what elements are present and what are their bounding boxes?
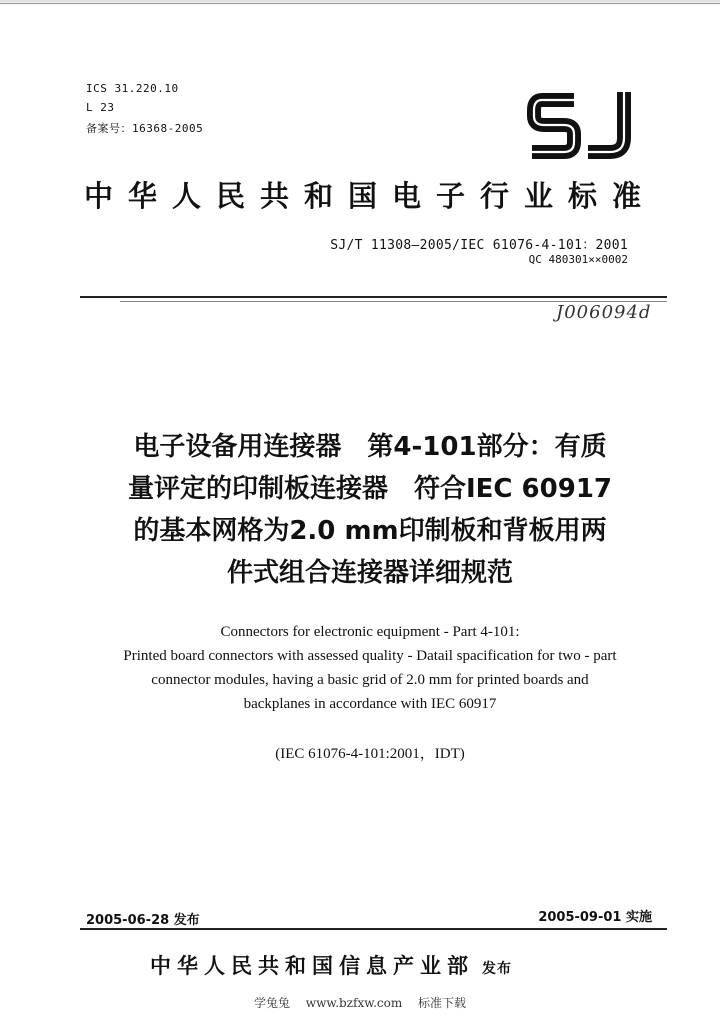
filing-number: 备案号：16368-2005 [86, 122, 204, 135]
publisher-suffix: 发布 [482, 961, 512, 977]
qc-number: QC 480301××0002 [528, 253, 628, 266]
issue-date: 2005-06-28 发布 [86, 913, 200, 928]
title-english-line: connector modules, having a basic grid of 2.0 mm for printed boards and [151, 672, 589, 688]
implement-date: 2005-09-01 实施 [538, 910, 652, 925]
title-chinese [60, 426, 680, 594]
publisher [150, 950, 512, 980]
title-chinese-line: 电子设备用连接器 第4-101部分：有质 [133, 432, 607, 462]
standard-number: SJ/T 11308—2005/IEC 61076-4-101：2001 [330, 238, 628, 253]
footer-divider [80, 928, 667, 930]
publisher-name: 中华人民共和国信息产业部 [150, 954, 474, 978]
title-english-line: backplanes in accordance with IEC 60917 [243, 696, 497, 712]
title-english-line: Connectors for electronic equipment - Part 4-101: [220, 624, 520, 640]
title-chinese-line: 量评定的印制板连接器 符合IEC 60917 [127, 474, 613, 504]
sj-logo-j [588, 92, 624, 152]
idt-reference: (IEC 61076-4-101:2001，IDT) [275, 746, 465, 762]
header-divider [80, 296, 667, 298]
footer-url[interactable]: www.bzfxw.com [305, 996, 403, 1010]
scan-edge-line [0, 3, 720, 4]
org-title: 中华人民共和国电子行业标准 [84, 179, 657, 213]
ics-code: ICS 31.220.10 [86, 82, 179, 95]
title-chinese-line: 件式组合连接器详细规范 [226, 558, 513, 588]
title-english [60, 620, 680, 716]
title-chinese-line: 的基本网格为2.0 mm印制板和背板用两 [133, 516, 607, 546]
title-english-line: Printed board connectors with assessed quality - Datail spacification for two - part [123, 648, 617, 664]
footer-site-name: 学兔兔 [253, 996, 290, 1010]
site-footer [0, 994, 720, 1011]
sj-logo [526, 90, 638, 160]
handwritten-note: J006094d [556, 302, 652, 323]
ccs-code: L 23 [86, 101, 115, 114]
footer-slogan: 标准下载 [418, 996, 467, 1010]
